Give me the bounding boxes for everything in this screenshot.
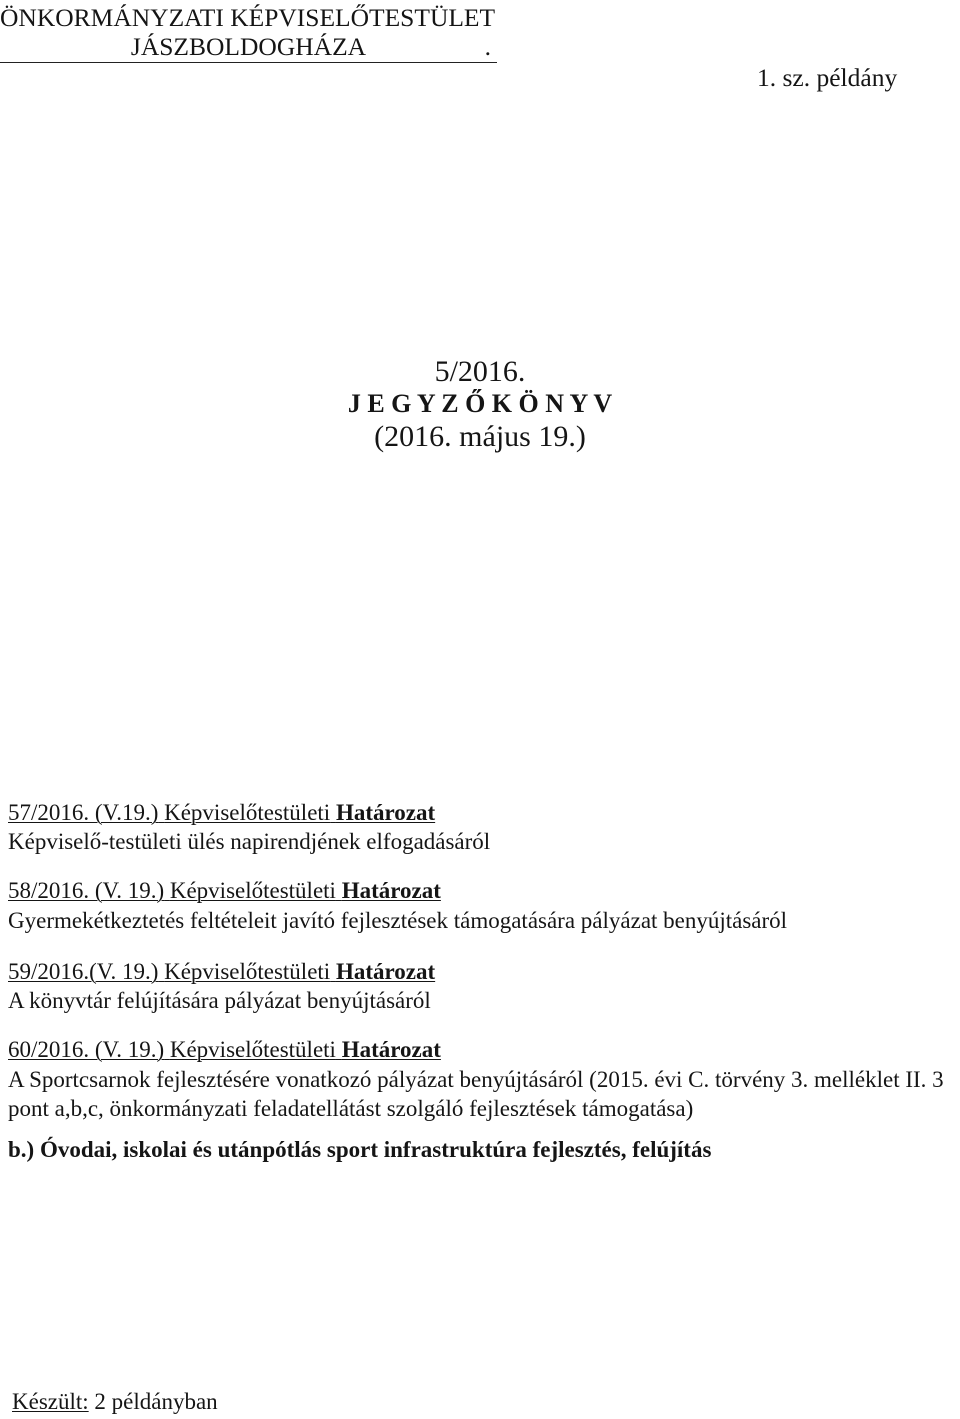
resolution-heading (8, 798, 435, 828)
resolution-number: 57/2016. (V.19.) (8, 800, 159, 825)
resolution-number: 59/2016.(V. 19.) (8, 959, 159, 984)
resolution-number: 60/2016. (V. 19.) (8, 1037, 165, 1062)
resolution-heading (8, 876, 441, 906)
council-title: ÖNKORMÁNYZATI KÉPVISELŐTESTÜLET (0, 3, 496, 32)
subsection-heading: b.) Óvodai, iskolai és utánpótlás sport infrastruktúra fejlesztés, felújítás (8, 1137, 712, 1162)
resolution-heading (8, 957, 435, 987)
resolution-subject: A könyvtár felújítására pályázat benyújtásáról (8, 988, 431, 1013)
copies-label: Készült: (12, 1389, 89, 1414)
minutes-number: 5/2016. (434, 355, 526, 388)
city-name: JÁSZBOLDOGHÁZA (130, 32, 367, 61)
resolution-issuer: Képviselőtestületi (164, 800, 331, 825)
copy-number: 1. sz. példány (757, 63, 898, 92)
resolution-issuer: Képviselőtestületi (169, 878, 336, 903)
resolution-kind: Határozat (341, 1037, 441, 1062)
resolution-kind: Határozat (341, 878, 441, 903)
city-line-end: . (484, 32, 491, 61)
resolution-kind: Határozat (335, 800, 436, 825)
meeting-date: (2016. május 19.) (374, 420, 586, 453)
resolution-number: 58/2016. (V. 19.) (8, 878, 165, 903)
resolution-kind: Határozat (335, 959, 436, 984)
resolution-subject: Képviselő-testületi ülés napirendjének elfogadásáról (8, 829, 491, 854)
copies-note (12, 1387, 218, 1417)
copies-value: 2 példányban (94, 1389, 218, 1414)
resolution-issuer: Képviselőtestületi (164, 959, 331, 984)
city-line (0, 32, 497, 63)
resolution-subject-continued: pont a,b,c, önkormányzati feladatellátást szolgáló fejlesztések támogatása) (8, 1096, 694, 1121)
resolution-heading (8, 1035, 441, 1065)
resolution-subject: Gyermekétkeztetés feltételeit javító fejlesztések támogatására pályázat benyújtásáról (8, 908, 788, 933)
document-type-heading: J E G Y Z Ő K Ö N Y V (347, 389, 613, 418)
resolution-subject: A Sportcsarnok fejlesztésére vonatkozó pályázat benyújtásáról (2015. évi C. törvény 3. melléklet II. 3 (8, 1067, 944, 1092)
resolution-issuer: Képviselőtestületi (169, 1037, 336, 1062)
